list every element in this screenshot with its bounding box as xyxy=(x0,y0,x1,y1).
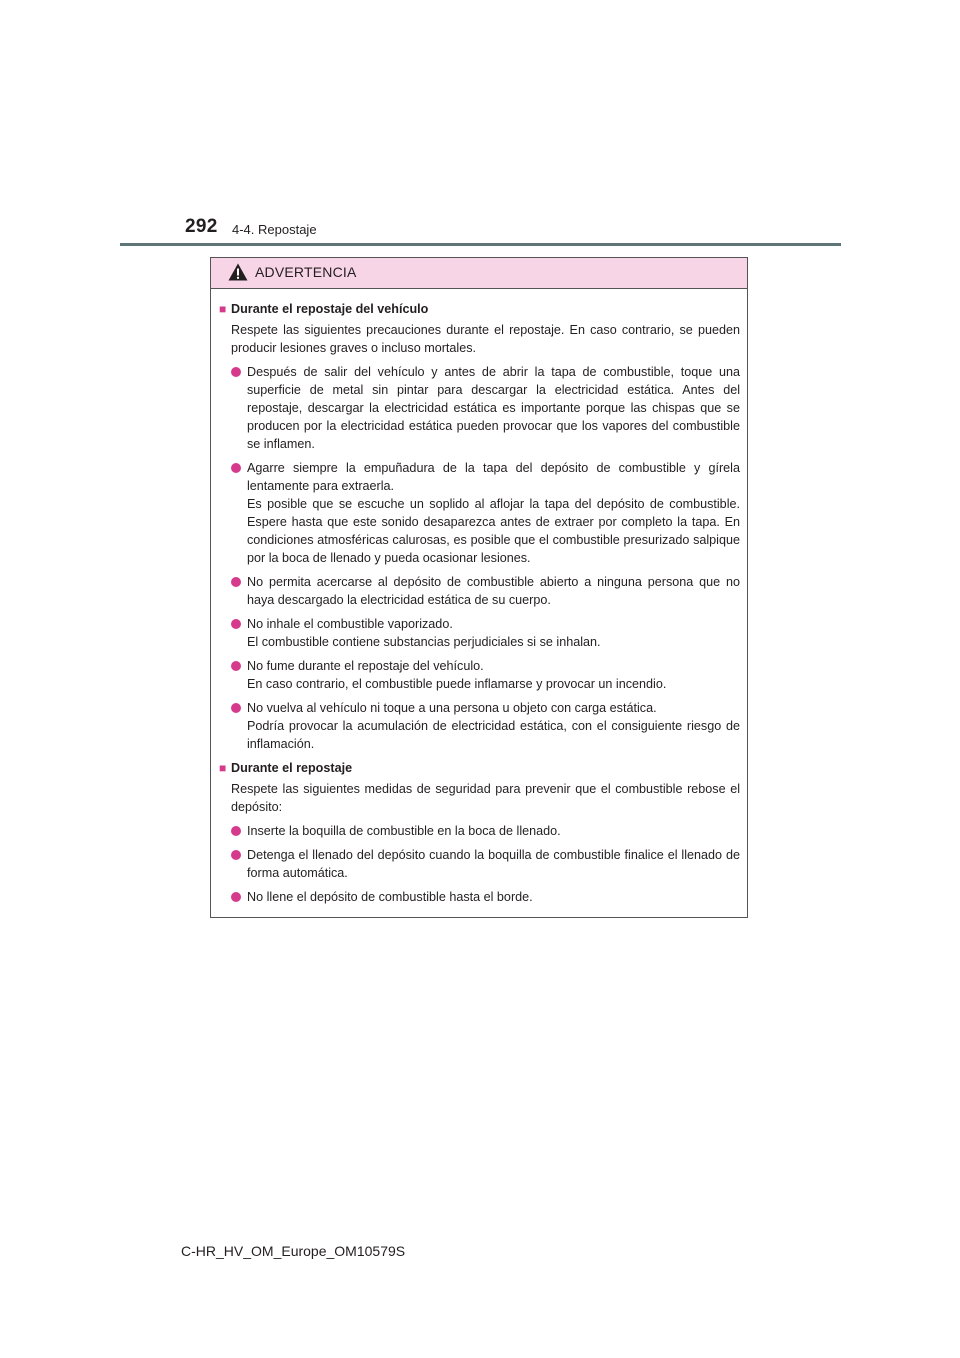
page-number: 292 xyxy=(185,216,218,237)
list-item-text xyxy=(247,459,740,567)
round-bullet-icon xyxy=(231,826,241,836)
list-item xyxy=(219,699,740,753)
list-item xyxy=(219,615,740,651)
list-item-line: No inhale el combustible vaporizado. xyxy=(247,617,453,631)
square-bullet-icon: ■ xyxy=(219,761,227,775)
round-bullet-icon xyxy=(231,463,241,473)
round-bullet-icon xyxy=(231,367,241,377)
list-item-text xyxy=(247,615,740,651)
section-intro: Respete las siguientes medidas de seguridad para prevenir que el combustible rebose el depósito: xyxy=(231,782,740,814)
round-bullet-icon xyxy=(231,850,241,860)
document-code: C-HR_HV_OM_Europe_OM10579S xyxy=(181,1243,406,1259)
list-item-line: Agarre siempre la empuñadura de la tapa del depósito de combustible y gírela lentamente para extraerla. xyxy=(247,461,740,493)
list-item-line: No permita acercarse al depósito de combustible abierto a ninguna persona que no haya descargado la electricidad estática de su cuerpo. xyxy=(247,575,740,607)
list-item-text xyxy=(247,888,740,906)
section-heading-text: Durante el repostaje xyxy=(231,761,353,775)
list-item-line: En caso contrario, el combustible puede inflamarse y provocar un incendio. xyxy=(247,677,667,691)
warning-title: ADVERTENCIA xyxy=(255,264,357,280)
round-bullet-icon xyxy=(231,577,241,587)
list-item-line: No llene el depósito de combustible hasta el borde. xyxy=(247,890,533,904)
list-item xyxy=(219,573,740,609)
round-bullet-icon xyxy=(231,892,241,902)
warning-triangle-icon xyxy=(228,263,248,281)
list-item-line: Inserte la boquilla de combustible en la boca de llenado. xyxy=(247,824,561,838)
list-item-text xyxy=(247,699,740,753)
list-item-line: No fume durante el repostaje del vehículo. xyxy=(247,659,484,673)
section-heading-text: Durante el repostaje del vehículo xyxy=(231,302,429,316)
list-item xyxy=(219,657,740,693)
header-divider xyxy=(120,243,841,246)
list-item-text xyxy=(247,846,740,882)
round-bullet-icon xyxy=(231,661,241,671)
round-bullet-icon xyxy=(231,703,241,713)
list-item-line: Detenga el llenado del depósito cuando la boquilla de combustible finalice el llenado de forma automática. xyxy=(247,848,740,880)
section-title: 4-4. Repostaje xyxy=(232,222,317,237)
list-item-text xyxy=(247,657,740,693)
warning-body xyxy=(211,289,747,906)
list-item-text xyxy=(247,822,740,840)
list-item xyxy=(219,822,740,840)
list-item-line: El combustible contiene substancias perjudiciales si se inhalan. xyxy=(247,635,601,649)
section-heading xyxy=(219,759,740,777)
list-item xyxy=(219,363,740,453)
square-bullet-icon: ■ xyxy=(219,302,227,316)
list-item-line: Es posible que se escuche un soplido al aflojar la tapa del depósito de combustible. Espere hasta que este sonido desaparezca antes de extraer por completo la tapa. En condiciones atmosféricas calurosas, es posible que el combustible presurizado salpique por la boca de llenado y pueda ocasionar lesiones. xyxy=(247,497,740,565)
list-item-text xyxy=(247,573,740,609)
list-item-line: Después de salir del vehículo y antes de abrir la tapa de combustible, toque una superficie de metal sin pintar para descargar la electricidad estática. Antes del repostaje, descargar la electricidad estática es importante porque las chispas que se producen por la electricidad estática pueden provocar que los vapores del combustible se inflamen. xyxy=(247,365,740,451)
warning-box xyxy=(210,257,748,918)
list-item xyxy=(219,846,740,882)
section-intro: Respete las siguientes precauciones durante el repostaje. En caso contrario, se pueden producir lesiones graves o incluso mortales. xyxy=(231,323,740,355)
list-item-line: Podría provocar la acumulación de electricidad estática, con el consiguiente riesgo de inflamación. xyxy=(247,719,740,751)
list-item-text xyxy=(247,363,740,453)
section-heading xyxy=(219,300,740,318)
warning-header xyxy=(211,258,747,289)
list-item xyxy=(219,459,740,567)
list-item xyxy=(219,888,740,906)
list-item-line: No vuelva al vehículo ni toque a una persona u objeto con carga estática. xyxy=(247,701,657,715)
round-bullet-icon xyxy=(231,619,241,629)
